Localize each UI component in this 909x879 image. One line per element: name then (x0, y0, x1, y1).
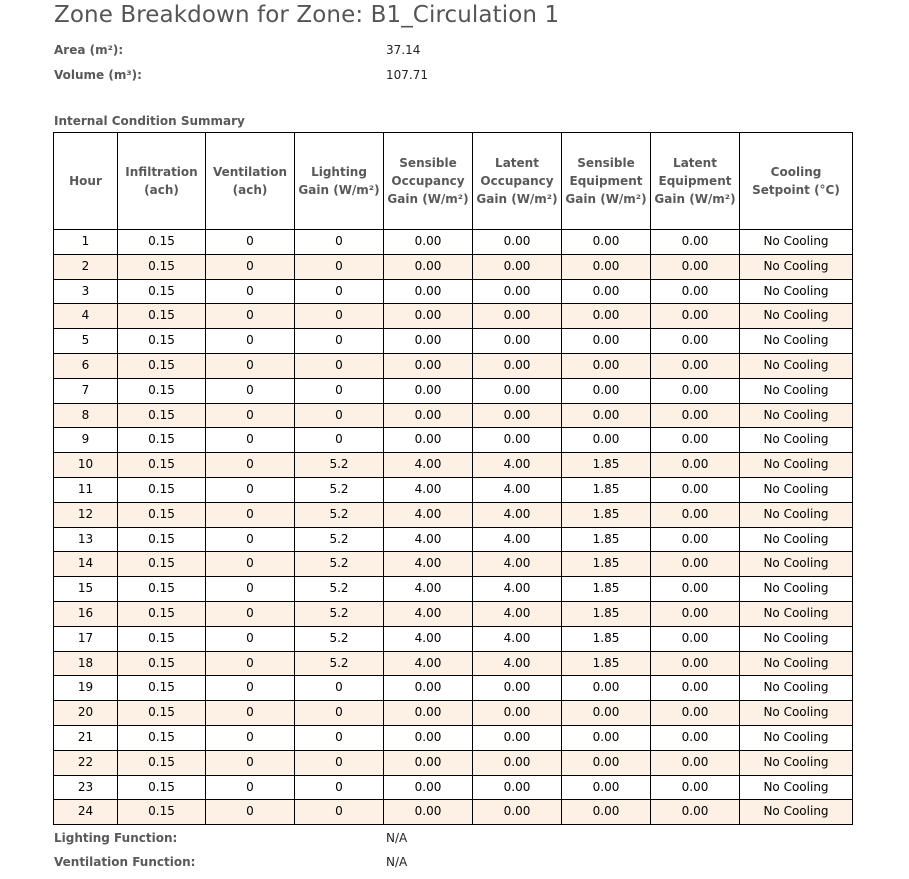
table-cell: 0 (295, 775, 384, 800)
table-cell: 0 (206, 601, 295, 626)
table-cell: 0.00 (651, 601, 740, 626)
table-cell: 0 (295, 750, 384, 775)
table-cell: No Cooling (740, 304, 853, 329)
column-header: Cooling Setpoint (°C) (740, 133, 853, 230)
table-cell: 0.00 (473, 329, 562, 354)
table-cell: 0.00 (651, 403, 740, 428)
table-cell: No Cooling (740, 477, 853, 502)
table-cell: No Cooling (740, 254, 853, 279)
table-cell: 0.00 (384, 304, 473, 329)
table-cell: No Cooling (740, 428, 853, 453)
table-cell: 0 (206, 800, 295, 825)
table-cell: 0.15 (118, 502, 206, 527)
table-cell: 0.00 (473, 676, 562, 701)
table-cell: 0.15 (118, 775, 206, 800)
table-cell: 0 (206, 552, 295, 577)
table-cell: 1.85 (562, 601, 651, 626)
table-row (54, 453, 853, 478)
table-cell: 0.00 (651, 353, 740, 378)
table-cell: 0 (206, 378, 295, 403)
table-cell: 0.00 (384, 725, 473, 750)
table-body (54, 230, 853, 825)
table-cell: 20 (54, 701, 118, 726)
table-cell: 0.15 (118, 453, 206, 478)
table-cell: 19 (54, 676, 118, 701)
table-cell: 0 (295, 428, 384, 453)
table-cell: 0.15 (118, 230, 206, 255)
table-cell: 0.00 (562, 279, 651, 304)
table-cell: 13 (54, 527, 118, 552)
table-cell: 4.00 (473, 477, 562, 502)
table-cell: 0 (295, 304, 384, 329)
table-cell: 0 (206, 428, 295, 453)
table-cell: 4.00 (384, 626, 473, 651)
table-cell: 0.00 (651, 304, 740, 329)
table-row (54, 601, 853, 626)
table-cell: 4.00 (384, 453, 473, 478)
table-cell: 0.00 (651, 230, 740, 255)
table-cell: 0.00 (651, 800, 740, 825)
table-cell: 0 (206, 453, 295, 478)
section-title: Internal Condition Summary (54, 114, 245, 128)
table-cell: 0.00 (473, 428, 562, 453)
table-row (54, 577, 853, 602)
ventilation-function-label: Ventilation Function: (54, 855, 196, 869)
column-header: Ventilation (ach) (206, 133, 295, 230)
table-cell: 14 (54, 552, 118, 577)
table-cell: 18 (54, 651, 118, 676)
table-cell: 4.00 (384, 477, 473, 502)
table-cell: 0.00 (562, 800, 651, 825)
table-cell: 12 (54, 502, 118, 527)
table-cell: 5.2 (295, 453, 384, 478)
table-cell: 0.00 (473, 775, 562, 800)
table-cell: 0 (295, 329, 384, 354)
table-cell: 0.00 (651, 577, 740, 602)
table-row (54, 279, 853, 304)
table-cell: 0 (295, 378, 384, 403)
table-cell: 1 (54, 230, 118, 255)
table-row (54, 254, 853, 279)
table-cell: 0.00 (651, 527, 740, 552)
table-cell: 0.00 (473, 254, 562, 279)
ventilation-function-value: N/A (386, 855, 408, 869)
table-cell: 0.15 (118, 626, 206, 651)
table-cell: 0 (206, 254, 295, 279)
table-cell: 0.00 (651, 676, 740, 701)
table-cell: 4 (54, 304, 118, 329)
table-cell: 0.15 (118, 552, 206, 577)
table-cell: 0.15 (118, 676, 206, 701)
area-value: 37.14 (386, 43, 421, 57)
table-cell: 5.2 (295, 502, 384, 527)
table-cell: 0.00 (651, 279, 740, 304)
table-cell: No Cooling (740, 453, 853, 478)
table-cell: 0.00 (473, 378, 562, 403)
table-cell: No Cooling (740, 577, 853, 602)
table-row (54, 626, 853, 651)
table-cell: 0.15 (118, 577, 206, 602)
table-cell: 5 (54, 329, 118, 354)
table-cell: 0 (206, 701, 295, 726)
table-cell: 0.00 (562, 701, 651, 726)
table-cell: 0.00 (384, 378, 473, 403)
table-cell: 21 (54, 725, 118, 750)
table-cell: No Cooling (740, 701, 853, 726)
table-cell: 5.2 (295, 577, 384, 602)
table-row (54, 230, 853, 255)
table-cell: 1.85 (562, 453, 651, 478)
table-cell: 0 (206, 750, 295, 775)
column-header: Infiltration (ach) (118, 133, 206, 230)
table-cell: 1.85 (562, 577, 651, 602)
table-cell: 0.00 (384, 428, 473, 453)
table-cell: No Cooling (740, 527, 853, 552)
table-cell: 0.00 (384, 279, 473, 304)
table-cell: 0.15 (118, 329, 206, 354)
table-cell: 24 (54, 800, 118, 825)
table-cell: 0 (206, 651, 295, 676)
table-cell: 0.00 (562, 775, 651, 800)
table-row (54, 750, 853, 775)
table-cell: 0.15 (118, 601, 206, 626)
table-cell: No Cooling (740, 230, 853, 255)
area-label: Area (m²): (54, 43, 124, 57)
table-cell: 0.15 (118, 378, 206, 403)
table-cell: 0 (295, 725, 384, 750)
table-cell: 0.00 (651, 701, 740, 726)
column-header: Sensible Equipment Gain (W/m²) (562, 133, 651, 230)
table-cell: 0.00 (473, 800, 562, 825)
table-cell: 4.00 (384, 577, 473, 602)
table-cell: 0.00 (384, 676, 473, 701)
table-cell: 5.2 (295, 527, 384, 552)
table-cell: 0.15 (118, 527, 206, 552)
table-row (54, 701, 853, 726)
table-cell: 0.00 (651, 254, 740, 279)
table-header-row (54, 133, 853, 230)
table-cell: 0.00 (473, 230, 562, 255)
table-cell: 1.85 (562, 527, 651, 552)
table-cell: 17 (54, 626, 118, 651)
table-cell: 0.00 (384, 403, 473, 428)
table-cell: 0.00 (651, 750, 740, 775)
table-cell: 0.00 (562, 676, 651, 701)
table-cell: No Cooling (740, 651, 853, 676)
table-cell: 0 (295, 701, 384, 726)
table-cell: 0.00 (384, 230, 473, 255)
table-cell: 4.00 (473, 651, 562, 676)
table-cell: No Cooling (740, 378, 853, 403)
table-cell: 0.00 (473, 701, 562, 726)
table-cell: 0 (295, 353, 384, 378)
table-row (54, 304, 853, 329)
column-header: Hour (54, 133, 118, 230)
table-cell: 0 (295, 800, 384, 825)
table-cell: 4.00 (473, 601, 562, 626)
table-cell: 16 (54, 601, 118, 626)
table-cell: No Cooling (740, 601, 853, 626)
table-cell: 0.00 (384, 353, 473, 378)
table-cell: 0.00 (384, 750, 473, 775)
table-cell: 0.15 (118, 279, 206, 304)
table-cell: 9 (54, 428, 118, 453)
table-cell: 2 (54, 254, 118, 279)
table-cell: 0 (295, 279, 384, 304)
table-cell: No Cooling (740, 676, 853, 701)
page-title: Zone Breakdown for Zone: B1_Circulation 1 (54, 2, 560, 28)
table-cell: No Cooling (740, 750, 853, 775)
table-cell: 0 (206, 527, 295, 552)
table-cell: 0.15 (118, 750, 206, 775)
table-cell: 5.2 (295, 626, 384, 651)
table-row (54, 676, 853, 701)
column-header: Lighting Gain (W/m²) (295, 133, 384, 230)
table-cell: 4.00 (473, 527, 562, 552)
table-cell: 0.00 (384, 329, 473, 354)
table-cell: 0.15 (118, 800, 206, 825)
table-cell: No Cooling (740, 626, 853, 651)
table-cell: 6 (54, 353, 118, 378)
table-cell: 4.00 (473, 552, 562, 577)
table-row (54, 800, 853, 825)
table-cell: 0.00 (562, 750, 651, 775)
table-cell: 0.00 (384, 254, 473, 279)
table-cell: 0.00 (562, 725, 651, 750)
table-row (54, 403, 853, 428)
table-row (54, 329, 853, 354)
table-cell: 0.00 (651, 502, 740, 527)
table-cell: 0.15 (118, 304, 206, 329)
table-cell: 1.85 (562, 477, 651, 502)
table-cell: 5.2 (295, 601, 384, 626)
table-cell: 23 (54, 775, 118, 800)
table-cell: 4.00 (473, 453, 562, 478)
table-cell: 0 (206, 502, 295, 527)
table-cell: 0.15 (118, 428, 206, 453)
table-cell: 22 (54, 750, 118, 775)
table-cell: No Cooling (740, 403, 853, 428)
table-cell: 8 (54, 403, 118, 428)
table-cell: 4.00 (384, 651, 473, 676)
column-header: Latent Occupancy Gain (W/m²) (473, 133, 562, 230)
table-cell: 0 (206, 353, 295, 378)
table-cell: 1.85 (562, 552, 651, 577)
column-header: Latent Equipment Gain (W/m²) (651, 133, 740, 230)
table-cell: 1.85 (562, 626, 651, 651)
table-row (54, 477, 853, 502)
table-cell: 5.2 (295, 552, 384, 577)
table-cell: 0.00 (562, 428, 651, 453)
table-cell: 15 (54, 577, 118, 602)
table-cell: No Cooling (740, 725, 853, 750)
table-cell: No Cooling (740, 279, 853, 304)
table-cell: 0.00 (562, 329, 651, 354)
table-row (54, 775, 853, 800)
table-cell: 0.00 (562, 304, 651, 329)
table-cell: 0.00 (562, 254, 651, 279)
table-cell: 4.00 (384, 601, 473, 626)
table-row (54, 651, 853, 676)
table-cell: 0.15 (118, 403, 206, 428)
table-cell: 0.00 (384, 800, 473, 825)
table-cell: 0 (295, 230, 384, 255)
table-cell: 0.00 (473, 304, 562, 329)
table-cell: 0.00 (473, 403, 562, 428)
table-row (54, 353, 853, 378)
table-cell: 0 (206, 775, 295, 800)
table-cell: 0.15 (118, 651, 206, 676)
internal-condition-table (53, 132, 853, 825)
table-cell: 0.00 (651, 428, 740, 453)
table-cell: 0.15 (118, 477, 206, 502)
table-cell: 5.2 (295, 651, 384, 676)
table-cell: 0.00 (473, 725, 562, 750)
table-cell: 0 (206, 230, 295, 255)
table-cell: No Cooling (740, 775, 853, 800)
table-cell: 0 (206, 304, 295, 329)
table-cell: 0.15 (118, 725, 206, 750)
table-cell: 0 (206, 329, 295, 354)
table-cell: 0.00 (651, 453, 740, 478)
table-row (54, 502, 853, 527)
table-cell: 0 (295, 403, 384, 428)
table-cell: No Cooling (740, 552, 853, 577)
table-cell: 1.85 (562, 651, 651, 676)
table-cell: 11 (54, 477, 118, 502)
table-cell: 0.00 (473, 750, 562, 775)
table-cell: 0.15 (118, 353, 206, 378)
table-cell: 0 (206, 279, 295, 304)
table-cell: 0.15 (118, 254, 206, 279)
table-cell: No Cooling (740, 353, 853, 378)
table-row (54, 378, 853, 403)
table-cell: 0.00 (562, 378, 651, 403)
table-cell: 0.15 (118, 701, 206, 726)
table-row (54, 527, 853, 552)
table-cell: 0 (206, 626, 295, 651)
table-cell: 10 (54, 453, 118, 478)
table-cell: 0.00 (562, 353, 651, 378)
table-row (54, 428, 853, 453)
table-cell: No Cooling (740, 502, 853, 527)
table-cell: 0.00 (473, 353, 562, 378)
table-cell: 1.85 (562, 502, 651, 527)
table-cell: 0 (295, 254, 384, 279)
table-row (54, 552, 853, 577)
table-cell: 0.00 (651, 378, 740, 403)
table-cell: 4.00 (473, 577, 562, 602)
table-cell: 0.00 (384, 701, 473, 726)
lighting-function-label: Lighting Function: (54, 831, 178, 845)
table-cell: 0.00 (473, 279, 562, 304)
table-cell: 0.00 (651, 626, 740, 651)
volume-value: 107.71 (386, 68, 428, 82)
lighting-function-value: N/A (386, 831, 408, 845)
table-cell: 0 (206, 403, 295, 428)
table-cell: 4.00 (473, 502, 562, 527)
table-cell: 3 (54, 279, 118, 304)
table-cell: 0.00 (651, 329, 740, 354)
table-cell: 0.00 (384, 775, 473, 800)
table-cell: 0 (206, 725, 295, 750)
table-cell: No Cooling (740, 329, 853, 354)
table-row (54, 725, 853, 750)
table-cell: No Cooling (740, 800, 853, 825)
table-cell: 0 (206, 676, 295, 701)
table-cell: 0.00 (651, 477, 740, 502)
table-cell: 4.00 (473, 626, 562, 651)
table-cell: 0.00 (651, 725, 740, 750)
column-header: Sensible Occupancy Gain (W/m²) (384, 133, 473, 230)
table-cell: 5.2 (295, 477, 384, 502)
table-cell: 0 (206, 477, 295, 502)
table-cell: 0 (206, 577, 295, 602)
table-cell: 0.00 (562, 403, 651, 428)
table-cell: 4.00 (384, 502, 473, 527)
table-cell: 0.00 (651, 651, 740, 676)
table-cell: 0.00 (651, 552, 740, 577)
table-cell: 0 (295, 676, 384, 701)
table-cell: 4.00 (384, 552, 473, 577)
table-cell: 4.00 (384, 527, 473, 552)
table-cell: 7 (54, 378, 118, 403)
table-cell: 0.00 (562, 230, 651, 255)
table-cell: 0.00 (651, 775, 740, 800)
volume-label: Volume (m³): (54, 68, 142, 82)
